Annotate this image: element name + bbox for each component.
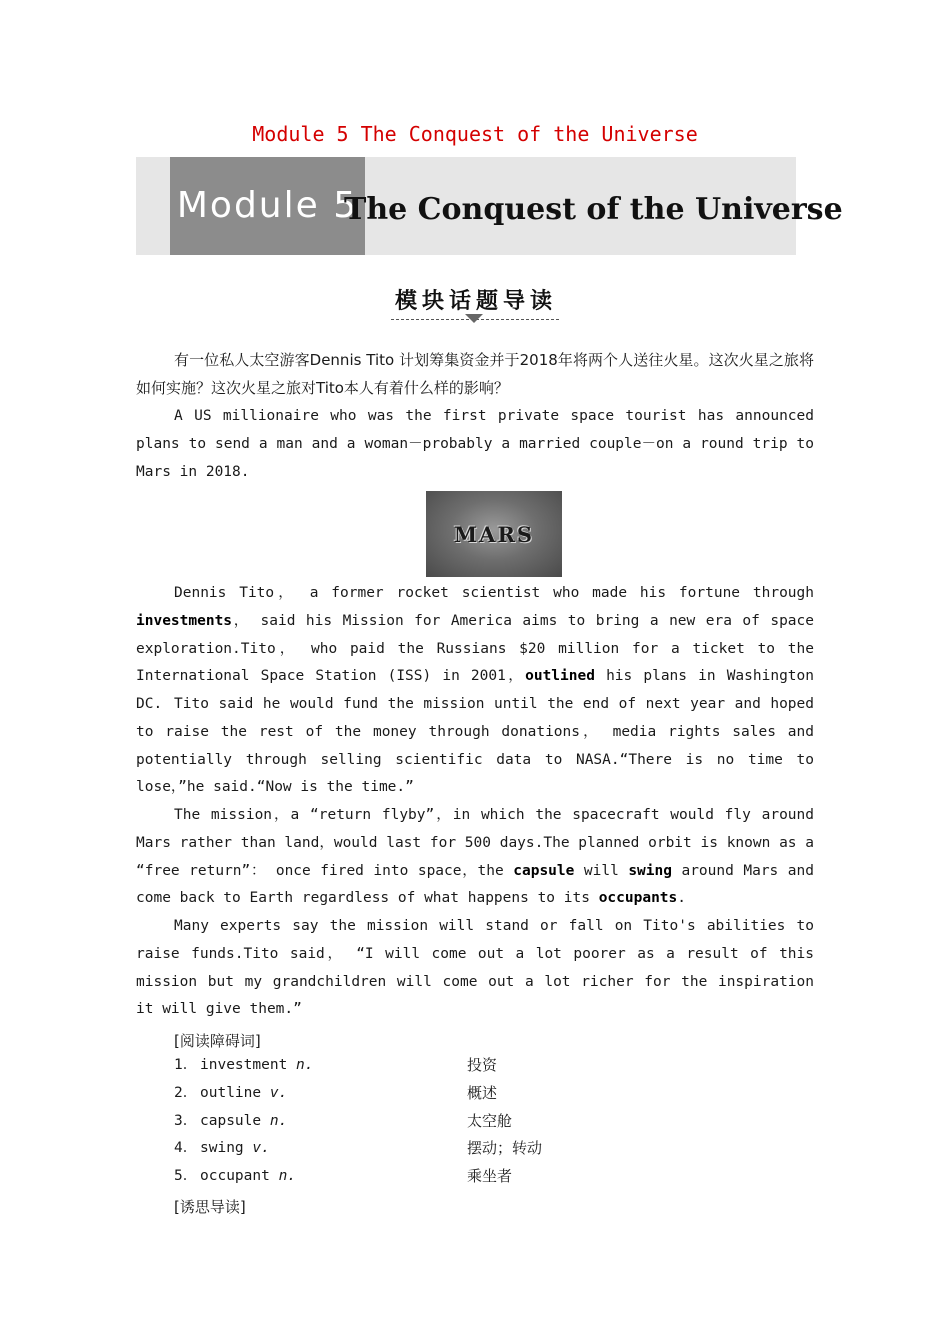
document-title: Module 5 The Conquest of the Universe bbox=[252, 122, 698, 146]
vocab-meaning: 概述 bbox=[467, 1083, 498, 1102]
vocab-word: swing v. bbox=[200, 1140, 270, 1157]
vocab-meaning: 投资 bbox=[467, 1056, 498, 1074]
guide-label: [诱思导读] bbox=[174, 1198, 246, 1216]
section-heading-text: 模块话题导读 bbox=[391, 284, 559, 320]
vocab-meaning: 摆动；转动 bbox=[467, 1139, 543, 1158]
vocab-label: [阅读障碍词] bbox=[174, 1032, 261, 1050]
paragraph-text: will bbox=[574, 862, 629, 879]
paragraph-text: ， said his Mission for America aims to bring a new era of space exploration.Tito， who paid the Russians $20 million for a ticket to the International Space Station (ISS) in 2001， bbox=[136, 612, 814, 685]
vocab-item bbox=[174, 1163, 814, 1191]
section-heading bbox=[0, 284, 950, 320]
vocab-number: 1． bbox=[174, 1057, 198, 1073]
mars-image-label: MARS bbox=[453, 521, 535, 547]
vocab-item bbox=[174, 1135, 814, 1163]
paragraph-3: Tito said he would fund the mission until the end of next year and hoped to raise the rest of the money through donations， media rights sales and potentially through selling scientific data to NASA.“There is no time to lose，”he said.“Now is the time.” bbox=[136, 696, 814, 796]
paragraph-text: . bbox=[677, 890, 686, 907]
keyword-occupants: occupants bbox=[598, 890, 678, 907]
module-label: Module 5 bbox=[170, 157, 365, 255]
vocab-item bbox=[174, 1080, 814, 1108]
paragraph-5: Many experts say the mission will stand or fall on Tito's abilities to raise funds.Tito said， “I will come out a lot poorer as a result of this mission but my grandchildren will come out a lot richer for the inspiration it will give them.” bbox=[136, 918, 814, 1018]
triangle-down-icon bbox=[465, 314, 483, 323]
vocab-number: 4． bbox=[174, 1140, 198, 1157]
vocab-meaning: 乘坐者 bbox=[467, 1167, 513, 1186]
intro-paragraph-cn: 有一位私人太空游客Dennis Tito 计划筹集资金并于2018年将两个人送往火星。这次火星之旅将如何实施？这次火星之旅对Tito本人有着什么样的影响？ bbox=[136, 351, 814, 397]
paragraph-text: his plans in Washington DC. bbox=[136, 668, 815, 713]
paragraph-text: Dennis Tito， a former rocket scientist who made his fortune through bbox=[174, 585, 814, 601]
keyword-investments: investments bbox=[136, 612, 233, 629]
vocab-word: occupant n. bbox=[200, 1168, 297, 1185]
keyword-capsule: capsule bbox=[513, 862, 575, 879]
vocab-word: capsule n. bbox=[200, 1112, 288, 1129]
vocab-number: 2． bbox=[174, 1084, 198, 1101]
vocab-item bbox=[174, 1108, 814, 1136]
paragraph-4 bbox=[136, 802, 814, 913]
keyword-swing: swing bbox=[628, 862, 672, 879]
vocab-word: investment n. bbox=[200, 1057, 314, 1073]
paragraph-1: A US millionaire who was the first private space tourist has announced plans to send a man and a woman－probably a married couple－on a round trip to Mars in 2018. bbox=[136, 408, 814, 480]
vocab-item bbox=[174, 1052, 814, 1080]
vocab-number: 3． bbox=[174, 1112, 198, 1129]
paragraph-text: The mission，a “return flyby”，in which the spacecraft would fly around Mars rather than land，would last for 500 days.The planned orbit is known as a “free return”： once fired into space，the bbox=[136, 807, 814, 879]
vocab-word: outline v. bbox=[200, 1084, 288, 1101]
keyword-outlined: outlined bbox=[525, 668, 595, 685]
paragraph-text: around Mars and come back to Earth regardless of what happens to its bbox=[136, 862, 814, 907]
vocab-meaning: 太空舱 bbox=[467, 1111, 513, 1130]
mars-image bbox=[426, 491, 562, 577]
vocab-list bbox=[174, 1052, 814, 1191]
module-title: The Conquest of the Universe bbox=[344, 192, 843, 227]
module-banner bbox=[136, 157, 843, 255]
vocab-number: 5． bbox=[174, 1168, 198, 1185]
